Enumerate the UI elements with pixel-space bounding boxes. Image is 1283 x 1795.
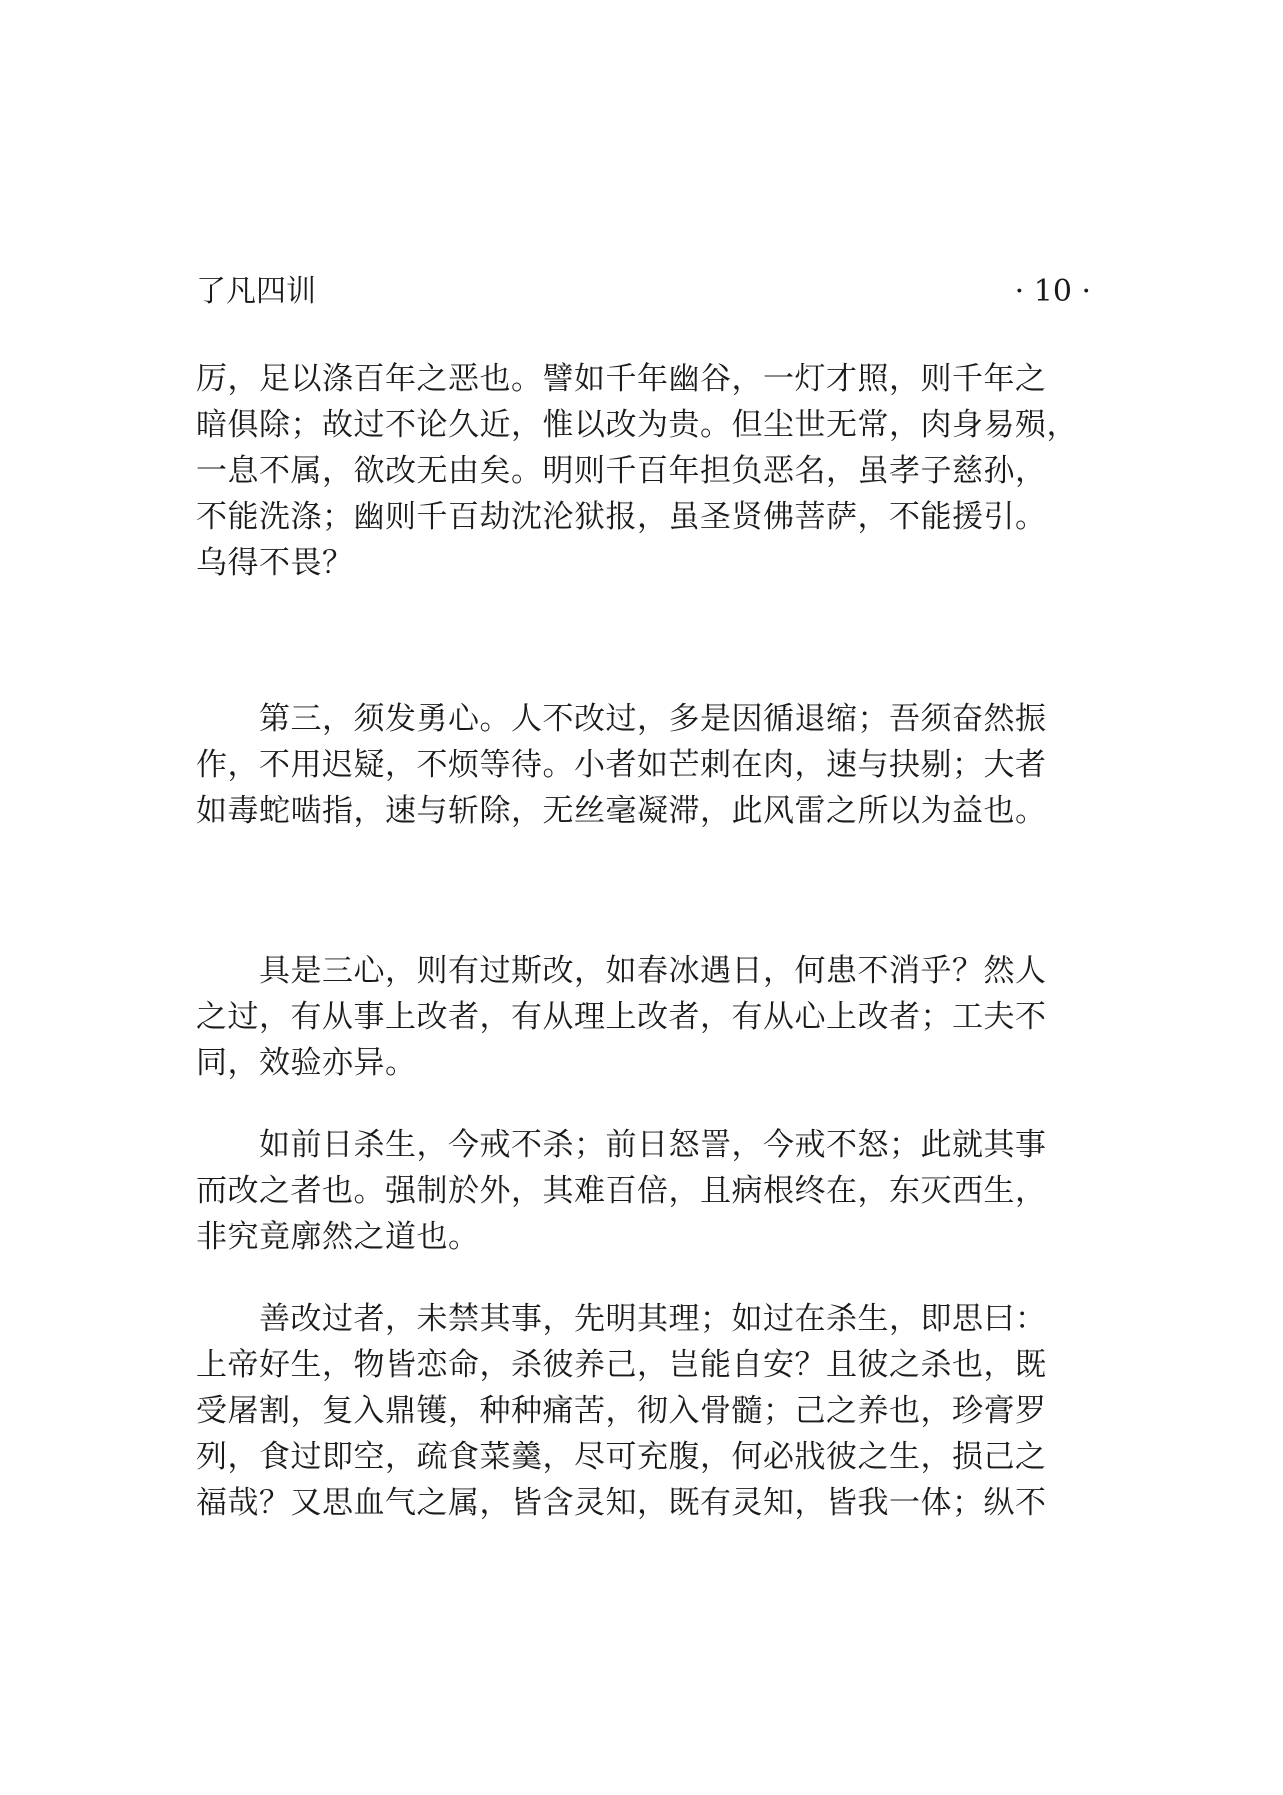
text-line: 受屠割，复入鼎镬，种种痛苦，彻入骨髓；己之养也，珍膏罗 xyxy=(196,1393,1047,1429)
text-line: 乌得不畏？ xyxy=(196,545,354,581)
text-line: 非究竟廓然之道也。 xyxy=(196,1219,480,1255)
text-line: 而改之者也。强制於外，其难百倍，且病根终在，东灭西生， xyxy=(196,1173,1047,1209)
text-line: 厉，足以涤百年之恶也。譬如千年幽谷，一灯才照，则千年之 xyxy=(196,361,1047,397)
text-line: 不能洗涤；幽则千百劫沈沦狱报，虽圣贤佛菩萨，不能援引。 xyxy=(196,499,1047,535)
text-line: 第三，须发勇心。人不改过，多是因循退缩；吾须奋然振 xyxy=(196,701,1047,737)
page-number: · 10 · xyxy=(1014,274,1091,309)
text-line: 如前日杀生，今戒不杀；前日怒詈，今戒不怒；此就其事 xyxy=(196,1127,1047,1163)
text-line: 一息不属，欲改无由矣。明则千百年担负恶名，虽孝子慈孙， xyxy=(196,453,1047,489)
text-line: 之过，有从事上改者，有从理上改者，有从心上改者；工夫不 xyxy=(196,999,1047,1035)
text-line: 福哉？又思血气之属，皆含灵知，既有灵知，皆我一体；纵不 xyxy=(196,1485,1047,1521)
text-line: 作，不用迟疑，不烦等待。小者如芒刺在肉，速与抉剔；大者 xyxy=(196,747,1047,783)
text-line: 上帝好生，物皆恋命，杀彼养己，岂能自安？且彼之杀也，既 xyxy=(196,1347,1047,1383)
text-line: 如毒蛇啮指，速与斩除，无丝毫凝滞，此风雷之所以为益也。 xyxy=(196,793,1047,829)
text-line: 具是三心，则有过斯改，如春冰遇日，何患不消乎？然人 xyxy=(196,953,1047,989)
text-line: 同，效验亦异。 xyxy=(196,1045,417,1081)
book-title: 了凡四训 xyxy=(196,274,316,309)
text-line: 善改过者，未禁其事，先明其理；如过在杀生，即思曰： xyxy=(196,1301,1047,1337)
running-header xyxy=(196,270,1091,314)
text-line: 列，食过即空，疏食菜羹，尽可充腹，何必戕彼之生，损己之 xyxy=(196,1439,1047,1475)
text-line: 暗俱除；故过不论久近，惟以改为贵。但尘世无常，肉身易殒， xyxy=(196,407,1078,443)
